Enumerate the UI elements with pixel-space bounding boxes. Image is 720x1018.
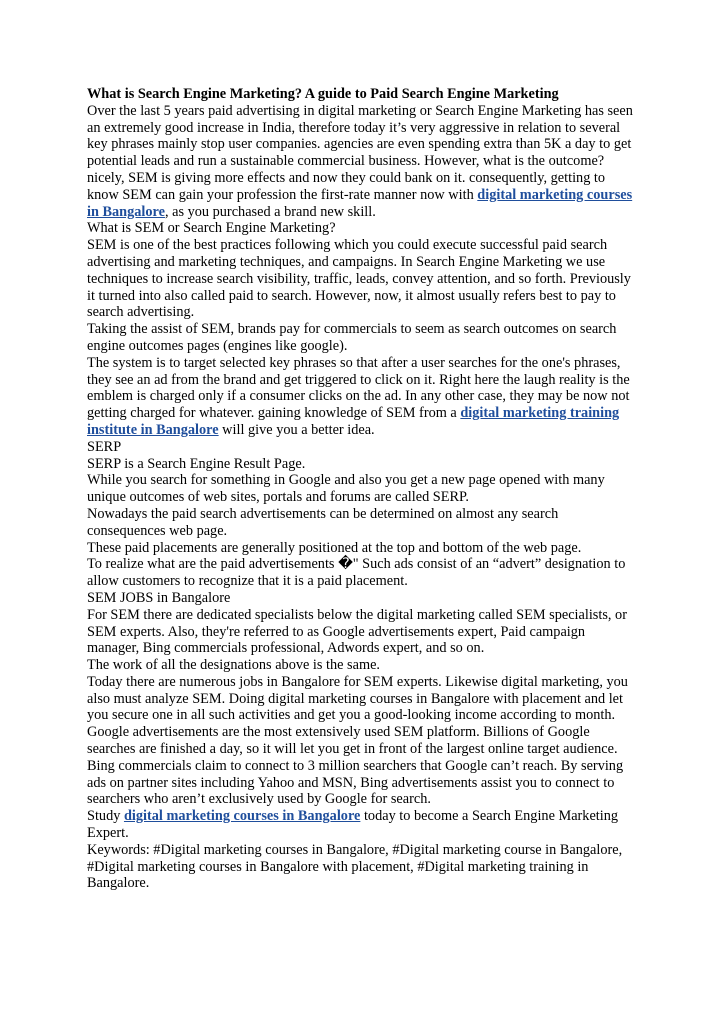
paragraph-sem-practices: SEM is one of the best practices following which you could execute successful paid search advertising and marketing techniques, and campaigns. In Search Engine Marketing we use techniques to increase search visibility, traffic, leads, convey attention, and so forth. Previously it turned into also called paid to search. However, now, it almost usually refers best to pay to search advertising. [87,237,631,321]
paragraph-brands-pay: Taking the assist of SEM, brands pay for commercials to seem as search outcomes on search engine outcomes pages (engines like google). [87,321,617,354]
paragraph-intro-after: , as you purchased a brand new skill. [164,203,376,220]
paragraph-key-phrases-text: The system is to target selected key phrases so that after a user searches for the one's phrases, they see an ad from the brand and get triggered to click on it. Right here the laugh reality is the emblem is charged only if a consumer clicks on the ad. In any other case, they may be now not getting charged for whatever. gaining knowledge of SEM from a [87,354,630,422]
heading-serp: SERP [87,438,122,455]
paragraph-study-text: Study [87,808,124,825]
paragraph-placements: These paid placements are generally positioned at the top and bottom of the web page. [87,539,582,556]
link-training-institute[interactable]: digital marketing training institute in Bangalore [87,405,620,438]
paragraph-designations: The work of all the designations above is the same. [87,657,381,674]
link-digital-marketing-courses[interactable]: digital marketing courses in Bangalore [87,186,633,220]
document-page [87,86,639,892]
paragraph-intro-text: Over the last 5 years paid advertising in digital marketing or Search Engine Marketing has seen an extremely good increase in India, therefore today it’s very aggressive in relation to several key phrases mainly stop user companies. agencies are even spending extra than 5K a day to get potential leads and run a sustainable commercial business. However, what is the outcome? nicely, SEM is giving more effects and now they could bank on it. consequently, getting to know SEM can gain your profession the first-rate manner now with [87,102,633,203]
paragraph-intro [87,103,639,221]
paragraph-paid-ads: Nowadays the paid search advertisements can be determined on almost any search consequences web page. [87,505,559,539]
document-title: What is Search Engine Marketing? A guide to Paid Search Engine Marketing [87,86,559,102]
paragraph-study [87,808,639,842]
heading-what-is-sem: What is SEM or Search Engine Marketing? [87,220,336,237]
paragraph-serp-search: While you search for something in Google and also you get a new page opened with many unique outcomes of web sites, portals and forums are called SERP. [87,472,605,506]
link-courses-study[interactable]: digital marketing courses in Bangalore [123,808,361,825]
paragraph-serp-definition: SERP is a Search Engine Result Page. [87,455,306,472]
paragraph-specialists: For SEM there are dedicated specialists below the digital marketing called SEM specialists, or SEM experts. Also, they're referred to as Google advertisements expert, Paid campaign manager, Bing commercials professional, Adwords expert, and so on. [87,606,627,657]
paragraph-key-phrases [87,355,639,439]
paragraph-jobs-bangalore: Today there are numerous jobs in Bangalore for SEM experts. Likewise digital marketing, you also must analyze SEM. Doing digital marketing courses in Bangalore with placement and let you secure one in all such activities and get you a good-looking income according to month. [87,673,628,724]
paragraph-key-phrases-after: will give you a better idea. [218,421,375,438]
paragraph-google-ads: Google advertisements are the most extensively used SEM platform. Billions of Google searches are finished a day, so it will let you get in front of the largest online target audience. Bing commercials claim to connect to 3 million searchers that Google can’t reach. By serving ads on partner sites including Yahoo and MSN, Bing advertisements assist you to connect to searchers who aren’t exclusively used by Google for search. [87,724,624,808]
heading-sem-jobs: SEM JOBS in Bangalore [87,589,231,606]
paragraph-study-after: today to become a Search Engine Marketing Expert. [87,808,619,842]
paragraph-keywords: Keywords: #Digital marketing courses in Bangalore, #Digital marketing course in Bangalore, #Digital marketing courses in Bangalore with placement, #Digital marketing training in Bangalore. [87,841,623,892]
paragraph-advert-designation: To realize what are the paid advertisements �" Such ads consist of an “advert” designation to allow customers to recognize that it is a paid placement. [87,556,626,590]
